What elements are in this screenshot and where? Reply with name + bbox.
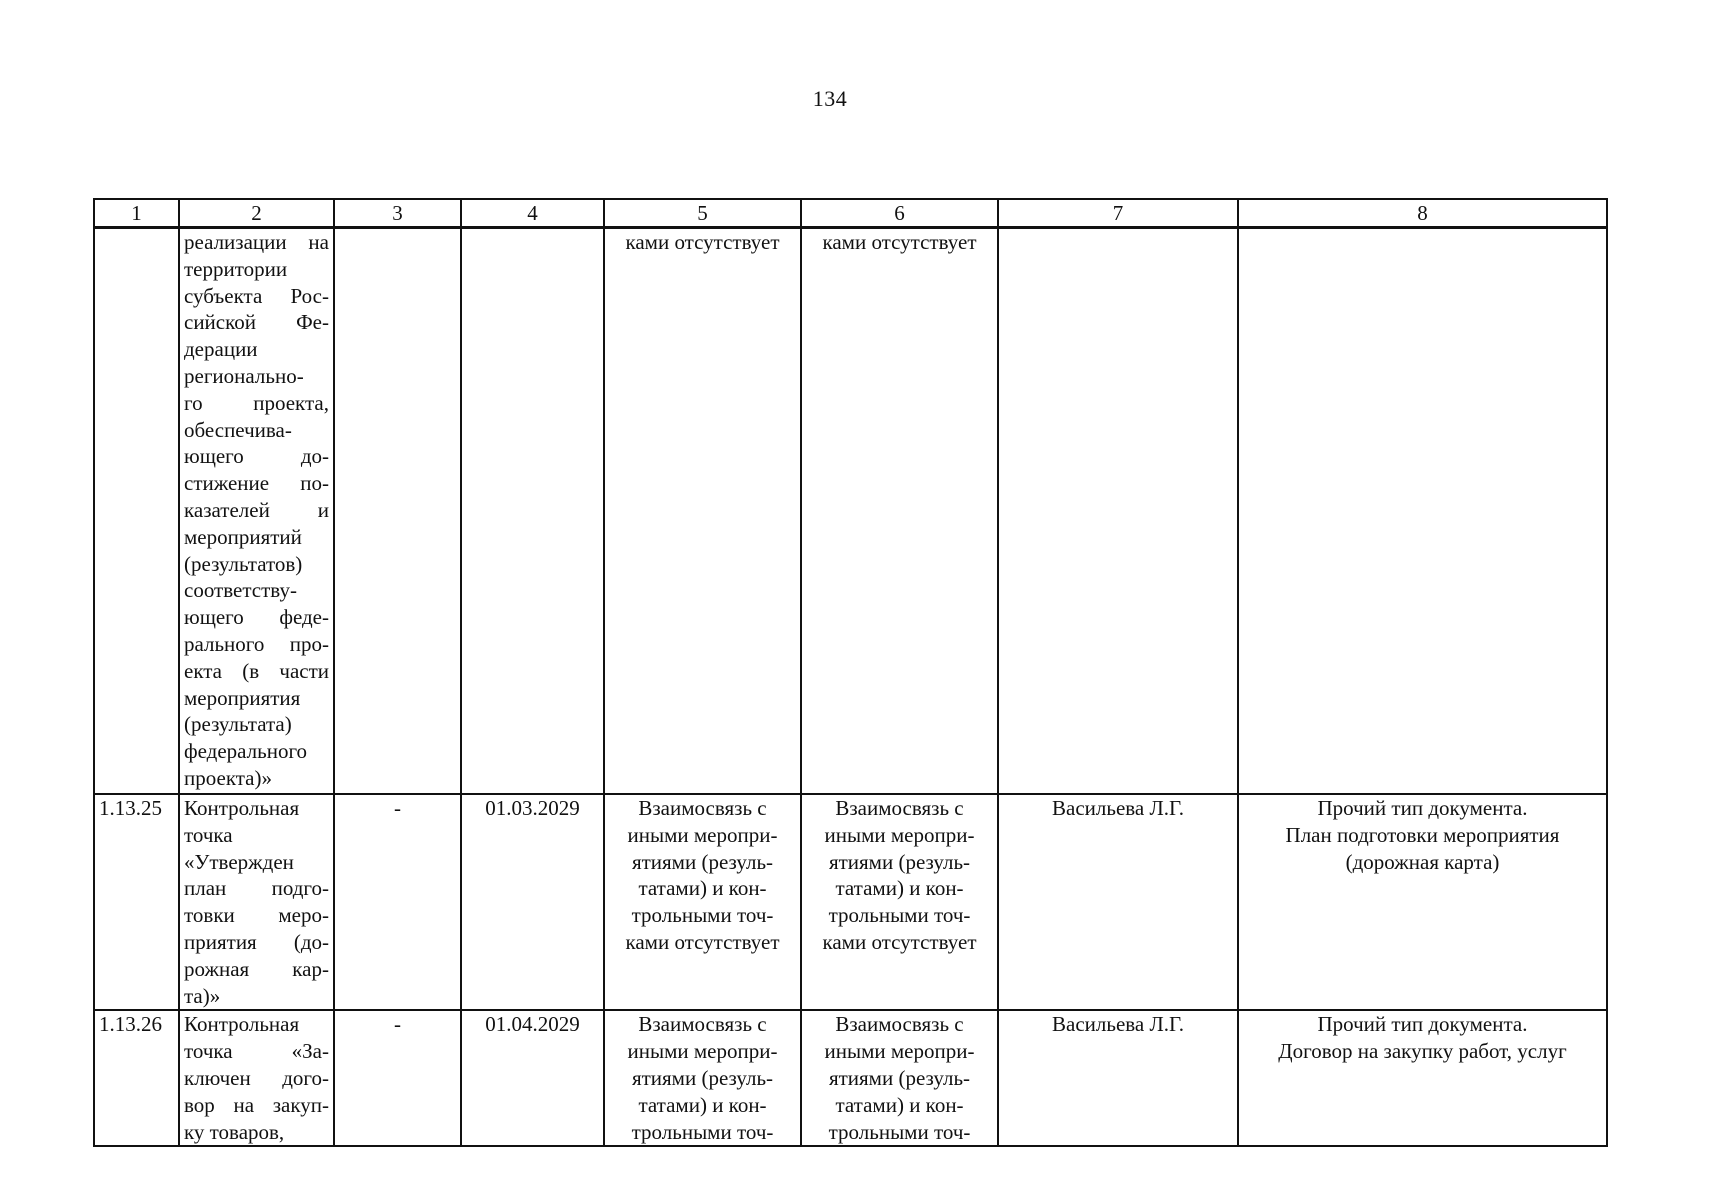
header-col-6: 6 [801, 199, 998, 228]
cell-number: 1.13.26 [94, 1010, 179, 1146]
cell-name-line: Контрольная [184, 1012, 300, 1037]
header-col-8: 8 [1238, 199, 1607, 228]
cell-name-line: обеспечива- [184, 417, 292, 442]
cell-relations-5-line: иными меропри- [627, 1039, 778, 1064]
table-row [94, 1010, 1607, 1146]
cell-relations-6-line: татами) и кон- [835, 1092, 964, 1117]
cell-relations-6-line: ятиями (резуль- [828, 849, 971, 874]
cell-name-line: мероприятий [184, 524, 302, 549]
cell-date: 01.03.2029 [461, 794, 604, 1010]
cell-col3 [334, 228, 461, 795]
cell-relations-6-line: ками отсутствует [822, 929, 977, 954]
cell-name-line: точка «За- [184, 1039, 329, 1064]
cell-document-line: План подготовки мероприятия [1285, 822, 1560, 847]
header-col-1: 1 [94, 199, 179, 228]
cell-name-line: ключен дого- [184, 1065, 329, 1090]
cell-name-line: федерального [184, 739, 308, 764]
cell-relations-5-line: Взаимосвязь с [638, 1012, 767, 1037]
cell-name [179, 794, 334, 1010]
cell-number: 1.13.25 [94, 794, 179, 1010]
cell-relations-6-line: трольными точ- [828, 903, 971, 928]
cell-responsible: Васильева Л.Г. [998, 1010, 1238, 1146]
cell-relations-6 [801, 1010, 998, 1146]
cell-document [1238, 228, 1607, 795]
cell-col3: - [334, 794, 461, 1010]
cell-name-line: (результата) [184, 712, 292, 737]
cell-relations-5-line: ками отсутствует [625, 929, 780, 954]
cell-name-line: екта (в части [184, 658, 329, 683]
cell-number [94, 228, 179, 795]
cell-name-line: проекта)» [184, 765, 272, 790]
cell-name-line: товки меро- [184, 903, 329, 928]
cell-relations-5-line: ками отсутствует [625, 230, 780, 254]
cell-name-line: ку товаров, [184, 1119, 285, 1144]
cell-relations-6-line: иными меропри- [824, 1039, 975, 1064]
table-row [94, 794, 1607, 1010]
cell-responsible: Васильева Л.Г. [998, 794, 1238, 1010]
header-col-3: 3 [334, 199, 461, 228]
cell-relations-5-line: Взаимосвязь с [638, 796, 767, 820]
page-number: 134 [812, 86, 848, 111]
cell-name-line: рального про- [184, 631, 329, 656]
document-table [93, 198, 1608, 1147]
cell-name-line: регионально- [184, 363, 304, 388]
cell-name-line: го проекта, [184, 390, 329, 415]
cell-relations-6-line: Взаимосвязь с [835, 796, 964, 820]
cell-relations-6 [801, 228, 998, 795]
cell-document-line: (дорожная карта) [1345, 849, 1500, 874]
cell-name-line: ющего феде- [184, 605, 329, 630]
cell-relations-5 [604, 228, 801, 795]
cell-date: 01.04.2029 [461, 1010, 604, 1146]
cell-name-line: мероприятия [184, 685, 301, 710]
cell-relations-6-line: ками отсутствует [822, 230, 977, 254]
cell-name-line: субъекта Рос- [184, 283, 329, 308]
cell-name-line: та)» [184, 983, 221, 1008]
cell-relations-5-line: татами) и кон- [638, 876, 767, 901]
header-col-7: 7 [998, 199, 1238, 228]
cell-name-line: соответству- [184, 578, 297, 603]
cell-relations-6-line: ятиями (резуль- [828, 1065, 971, 1090]
table-row [94, 228, 1607, 795]
cell-name-line: точка [184, 822, 233, 847]
cell-name-line: Контрольная [184, 796, 300, 820]
cell-name-line: сийской Фе- [184, 310, 329, 335]
cell-relations-5-line: ятиями (резуль- [631, 1065, 774, 1090]
cell-name-line: «Утвержден [184, 849, 294, 874]
cell-name-line: стижение по- [184, 471, 329, 496]
cell-relations-5 [604, 1010, 801, 1146]
cell-document [1238, 794, 1607, 1010]
cell-relations-5 [604, 794, 801, 1010]
cell-name-line: рожная кар- [184, 956, 329, 981]
cell-name-line: ющего до- [184, 444, 329, 469]
cell-name-line: дерации [184, 337, 258, 362]
cell-document-line: Договор на закупку работ, услуг [1278, 1039, 1567, 1064]
cell-relations-6-line: Взаимосвязь с [835, 1012, 964, 1037]
cell-document-line: Прочий тип документа. [1317, 796, 1528, 820]
cell-date [461, 228, 604, 795]
cell-name [179, 228, 334, 795]
cell-relations-6-line: иными меропри- [824, 822, 975, 847]
cell-name-line: казателей и [184, 497, 329, 522]
cell-relations-6-line: татами) и кон- [835, 876, 964, 901]
cell-col3: - [334, 1010, 461, 1146]
cell-relations-6 [801, 794, 998, 1010]
cell-relations-5-line: ятиями (резуль- [631, 849, 774, 874]
cell-name-line: территории [184, 256, 288, 281]
cell-name-line: приятия (до- [184, 929, 329, 954]
cell-relations-5-line: иными меропри- [627, 822, 778, 847]
cell-relations-5-line: трольными точ- [631, 1119, 774, 1144]
cell-name-line: вор на закуп- [184, 1092, 329, 1117]
cell-responsible [998, 228, 1238, 795]
header-col-5: 5 [604, 199, 801, 228]
cell-document [1238, 1010, 1607, 1146]
header-col-2: 2 [179, 199, 334, 228]
cell-name-line: (результатов) [184, 551, 303, 576]
header-row [94, 199, 1607, 228]
cell-relations-5-line: трольными точ- [631, 903, 774, 928]
cell-name [179, 1010, 334, 1146]
cell-relations-5-line: татами) и кон- [638, 1092, 767, 1117]
cell-name-line: план подго- [184, 876, 329, 901]
cell-document-line: Прочий тип документа. [1317, 1012, 1528, 1037]
header-col-4: 4 [461, 199, 604, 228]
cell-relations-6-line: трольными точ- [828, 1119, 971, 1144]
cell-name-line: реализации на [184, 230, 329, 254]
